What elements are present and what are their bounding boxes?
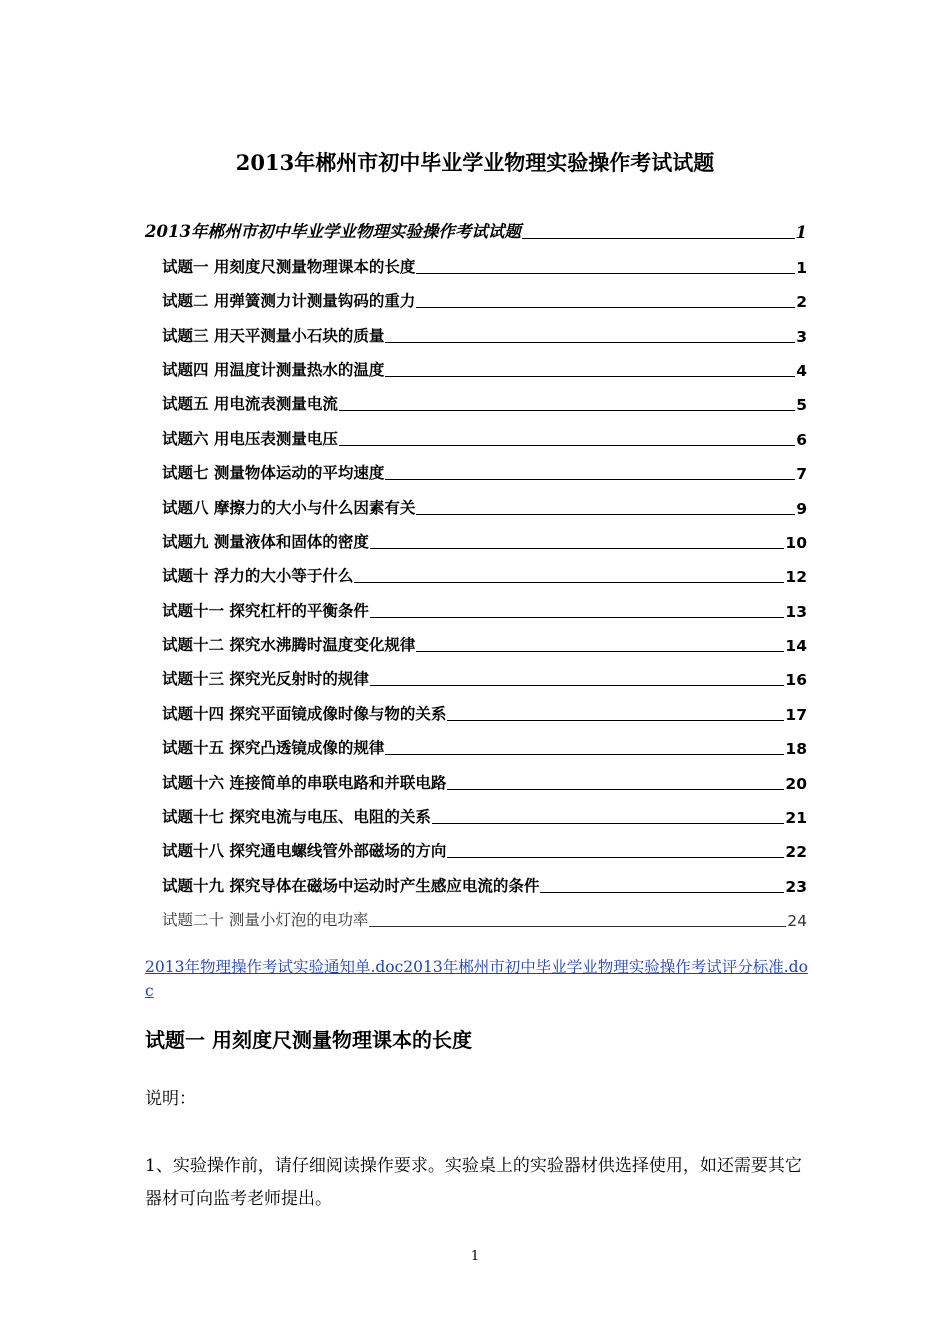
table-of-contents	[145, 212, 807, 934]
instruction-paragraph: 1、实验操作前，请仔细阅读操作要求。实验桌上的实验器材供选择使用，如还需要其它器材可向监考老师提出。	[145, 1156, 802, 1209]
toc-entry[interactable]	[145, 212, 807, 246]
toc-entry-title: 试题一 用刻度尺测量物理课本的长度	[162, 257, 416, 276]
page-number: 1	[470, 1249, 480, 1264]
toc-leader-line	[339, 410, 795, 411]
attachment-links[interactable]: 2013年物理操作考试实验通知单.doc2013年郴州市初中毕业学业物理实验操作考试评分标准.doc	[145, 958, 808, 1000]
document-title: 2013年郴州市初中毕业学业物理实验操作考试试题	[235, 150, 715, 175]
toc-entry-title: 试题十 浮力的大小等于什么	[162, 567, 354, 586]
toc-entry-page: 3	[796, 327, 807, 346]
toc-entry-page: 24	[787, 912, 807, 931]
toc-entry-title: 试题十二 探究水沸腾时温度变化规律	[162, 636, 416, 655]
toc-entry-page: 22	[785, 843, 807, 862]
toc-entry-page: 23	[785, 877, 807, 896]
toc-entry-title: 试题十五 探究凸透镜成像的规律	[162, 739, 385, 758]
toc-leader-line	[416, 273, 795, 274]
toc-entry-page: 14	[785, 637, 807, 656]
toc-entry[interactable]	[145, 728, 807, 762]
toc-entry-page: 9	[796, 499, 807, 518]
toc-entry-page: 7	[796, 465, 807, 484]
note-label: 说明：	[145, 1089, 196, 1109]
toc-entry-title: 试题十六 连接简单的串联电路和并联电路	[162, 773, 447, 792]
toc-entry[interactable]	[145, 625, 807, 659]
toc-entry-title: 试题二十 测量小灯泡的电功率	[162, 911, 369, 930]
toc-leader-line	[370, 685, 785, 686]
toc-entry-page: 12	[785, 568, 807, 587]
toc-entry[interactable]	[145, 350, 807, 384]
toc-leader-line	[339, 445, 795, 446]
toc-leader-line	[385, 479, 795, 480]
toc-leader-line	[370, 548, 785, 549]
toc-entry-title: 试题二 用弹簧测力计测量钩码的重力	[162, 292, 416, 311]
toc-entry[interactable]	[145, 487, 807, 521]
toc-entry-page: 2	[796, 293, 807, 312]
toc-leader-line	[385, 342, 795, 343]
toc-leader-line	[416, 514, 795, 515]
toc-entry-page: 4	[796, 361, 807, 380]
toc-entry-title: 2013年郴州市初中毕业学业物理实验操作考试试题	[145, 222, 521, 242]
toc-leader-line	[540, 892, 784, 893]
toc-leader-line	[447, 857, 784, 858]
toc-entry-title: 试题十四 探究平面镜成像时像与物的关系	[162, 704, 447, 723]
toc-entry-page: 20	[785, 774, 807, 793]
toc-entry[interactable]	[145, 900, 807, 934]
toc-leader-line	[416, 651, 784, 652]
toc-entry-page: 21	[785, 809, 807, 828]
toc-entry-page: 18	[785, 740, 807, 759]
toc-leader-line	[369, 926, 786, 927]
toc-entry[interactable]	[145, 522, 807, 556]
toc-entry-page: 16	[785, 671, 807, 690]
toc-entry[interactable]	[145, 281, 807, 315]
toc-entry-title: 试题十三 探究光反射时的规律	[162, 670, 369, 689]
toc-entry-title: 试题八 摩擦力的大小与什么因素有关	[162, 498, 416, 517]
toc-entry-page: 5	[796, 396, 807, 415]
toc-leader-line	[354, 582, 784, 583]
toc-entry-page: 1	[795, 223, 807, 243]
toc-leader-line	[370, 617, 785, 618]
toc-entry[interactable]	[145, 762, 807, 796]
toc-entry-page: 17	[785, 705, 807, 724]
toc-entry-title: 试题九 测量液体和固体的密度	[162, 532, 369, 551]
toc-entry-title: 试题六 用电压表测量电压	[162, 429, 338, 448]
toc-entry[interactable]	[145, 315, 807, 349]
toc-entry[interactable]	[145, 659, 807, 693]
toc-leader-line	[447, 789, 784, 790]
toc-entry[interactable]	[145, 693, 807, 727]
toc-entry[interactable]	[145, 865, 807, 899]
toc-entry-title: 试题十八 探究通电螺线管外部磁场的方向	[162, 842, 447, 861]
toc-leader-line	[385, 754, 784, 755]
toc-leader-line	[522, 238, 795, 239]
toc-entry-title: 试题十一 探究杠杆的平衡条件	[162, 601, 369, 620]
toc-entry-title: 试题四 用温度计测量热水的温度	[162, 360, 385, 379]
toc-entry-page: 1	[796, 258, 807, 277]
toc-leader-line	[385, 376, 795, 377]
toc-entry-title: 试题十七 探究电流与电压、电阻的关系	[162, 808, 431, 827]
toc-entry[interactable]	[145, 797, 807, 831]
section-heading: 试题一 用刻度尺测量物理课本的长度	[145, 1028, 472, 1052]
toc-entry-title: 试题五 用电流表测量电流	[162, 395, 338, 414]
toc-entry[interactable]	[145, 556, 807, 590]
toc-entry[interactable]	[145, 453, 807, 487]
toc-leader-line	[416, 307, 795, 308]
toc-entry-page: 6	[796, 430, 807, 449]
toc-entry-page: 13	[785, 602, 807, 621]
toc-entry[interactable]	[145, 418, 807, 452]
toc-entry-title: 试题三 用天平测量小石块的质量	[162, 326, 385, 345]
toc-entry[interactable]	[145, 384, 807, 418]
toc-leader-line	[432, 823, 785, 824]
toc-entry-title: 试题十九 探究导体在磁场中运动时产生感应电流的条件	[162, 876, 540, 895]
toc-entry[interactable]	[145, 590, 807, 624]
toc-entry-title: 试题七 测量物体运动的平均速度	[162, 464, 385, 483]
toc-entry[interactable]	[145, 831, 807, 865]
toc-entry-page: 10	[785, 533, 807, 552]
toc-leader-line	[447, 720, 784, 721]
toc-entry[interactable]	[145, 246, 807, 280]
